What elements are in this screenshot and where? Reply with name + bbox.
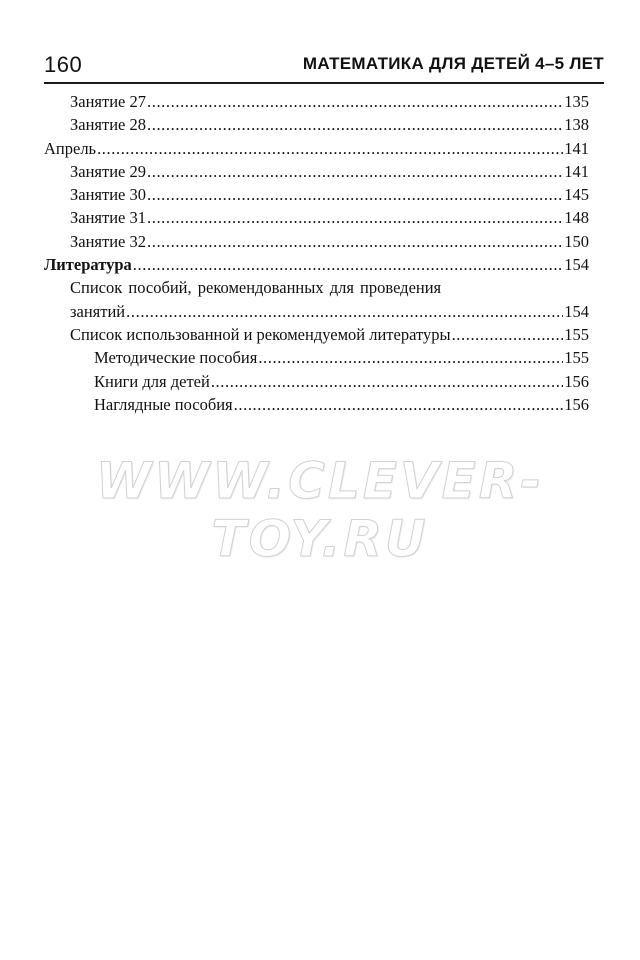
toc-section-title: Литература	[44, 255, 132, 275]
toc-entry	[44, 160, 589, 183]
toc-section-page: 154	[564, 255, 589, 275]
toc-entry-title: Занятие 32	[70, 231, 146, 251]
toc-subentry-title: Наглядные пособия	[94, 394, 233, 414]
page-header	[44, 48, 604, 84]
toc-section-page: 141	[564, 138, 589, 158]
dot-leader	[147, 183, 563, 206]
toc-entry-page: 145	[564, 185, 589, 205]
toc-entry-title: Занятие 31	[70, 208, 146, 228]
toc-subentry-page: 155	[564, 348, 589, 368]
toc-subentry	[44, 346, 589, 369]
toc-entry-page: 141	[564, 161, 589, 181]
table-of-contents	[44, 90, 589, 416]
toc-entry	[44, 300, 589, 323]
toc-entry	[44, 206, 589, 229]
dot-leader	[234, 393, 564, 416]
toc-entry-title: Список использованной и рекомендуемой литературы	[70, 324, 451, 344]
toc-entry-title: Занятие 29	[70, 161, 146, 181]
toc-entry-page: 150	[564, 231, 589, 251]
page-number: 160	[44, 52, 83, 77]
toc-entry-page: 155	[564, 324, 589, 344]
toc-subentry-page: 156	[564, 394, 589, 414]
toc-entry	[44, 323, 589, 346]
running-title: МАТЕМАТИКА ДЛЯ ДЕТЕЙ 4–5 ЛЕТ	[302, 54, 604, 73]
toc-entry	[44, 90, 589, 113]
toc-entry	[44, 183, 589, 206]
toc-subentry-title: Книги для детей	[94, 371, 210, 391]
toc-entry-title: занятий	[70, 301, 126, 321]
toc-section	[44, 253, 589, 276]
toc-subentry	[44, 393, 589, 416]
toc-section-title: Апрель	[44, 138, 97, 158]
dot-leader	[133, 253, 563, 276]
dot-leader	[147, 113, 563, 136]
toc-entry-title: Занятие 30	[70, 185, 146, 205]
dot-leader	[126, 300, 563, 323]
dot-leader	[147, 206, 563, 229]
toc-entry-title: Занятие 27	[70, 92, 146, 111]
watermark: WWW.CLEVER-TOY.RU	[96, 452, 544, 568]
dot-leader	[147, 160, 563, 183]
toc-section	[44, 137, 589, 160]
dot-leader	[211, 370, 563, 393]
toc-entry	[44, 113, 589, 136]
dot-leader	[147, 230, 563, 253]
toc-subentry-page: 156	[564, 371, 589, 391]
dot-leader	[452, 323, 564, 346]
dot-leader	[97, 137, 563, 160]
dot-leader	[258, 346, 563, 369]
toc-entry-page: 138	[564, 115, 589, 135]
toc-subentry	[44, 370, 589, 393]
toc-entry-title: Занятие 28	[70, 115, 146, 135]
toc-entry-page: 148	[564, 208, 589, 228]
toc-entry-page: 135	[564, 92, 589, 111]
toc-entry-page: 154	[564, 301, 589, 321]
toc-entry	[44, 230, 589, 253]
toc-subentry-title: Методические пособия	[94, 348, 258, 368]
toc-entry-title-line1: Список пособий, рекомендованных для проведения	[70, 278, 442, 298]
dot-leader	[147, 90, 563, 113]
